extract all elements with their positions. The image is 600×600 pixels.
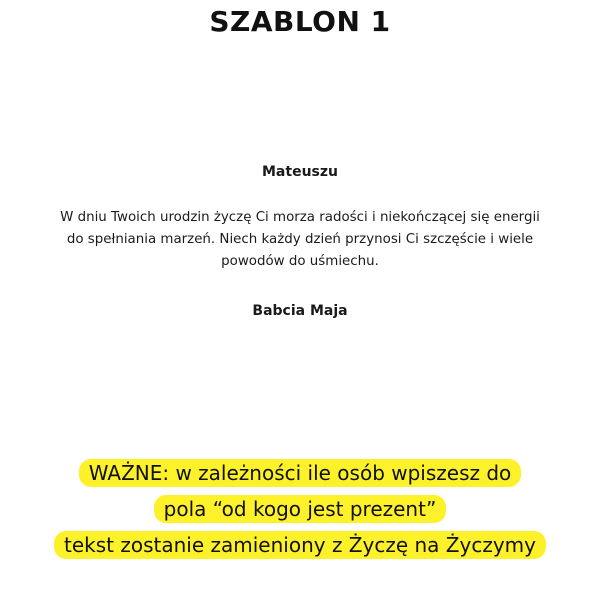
template-title: SZABLON 1 [209,5,391,38]
important-notice [0,455,600,563]
card-message [20,207,580,273]
card-recipient: Mateuszu [262,164,338,180]
card-message-line: do spełniania marzeń. Niech każdy dzień przynosi Ci szczęście i wiele [66,232,534,247]
notice-line-3 [0,527,600,563]
notice-highlight: pola “od kogo jest prezent” [154,495,447,523]
card-message-line: powodów do uśmiechu. [221,254,379,269]
notice-line-2 [0,491,600,527]
card-message-line: W dniu Twoich urodzin życzę Ci morza radości i niekończącej się energii [60,210,540,225]
notice-line-1 [0,455,600,491]
notice-highlight: WAŻNE: w zależności ile osób wpiszesz do [79,459,522,487]
card-signature: Babcia Maja [252,303,348,319]
notice-highlight: tekst zostanie zamieniony z Życzę na Życzymy [54,531,546,559]
